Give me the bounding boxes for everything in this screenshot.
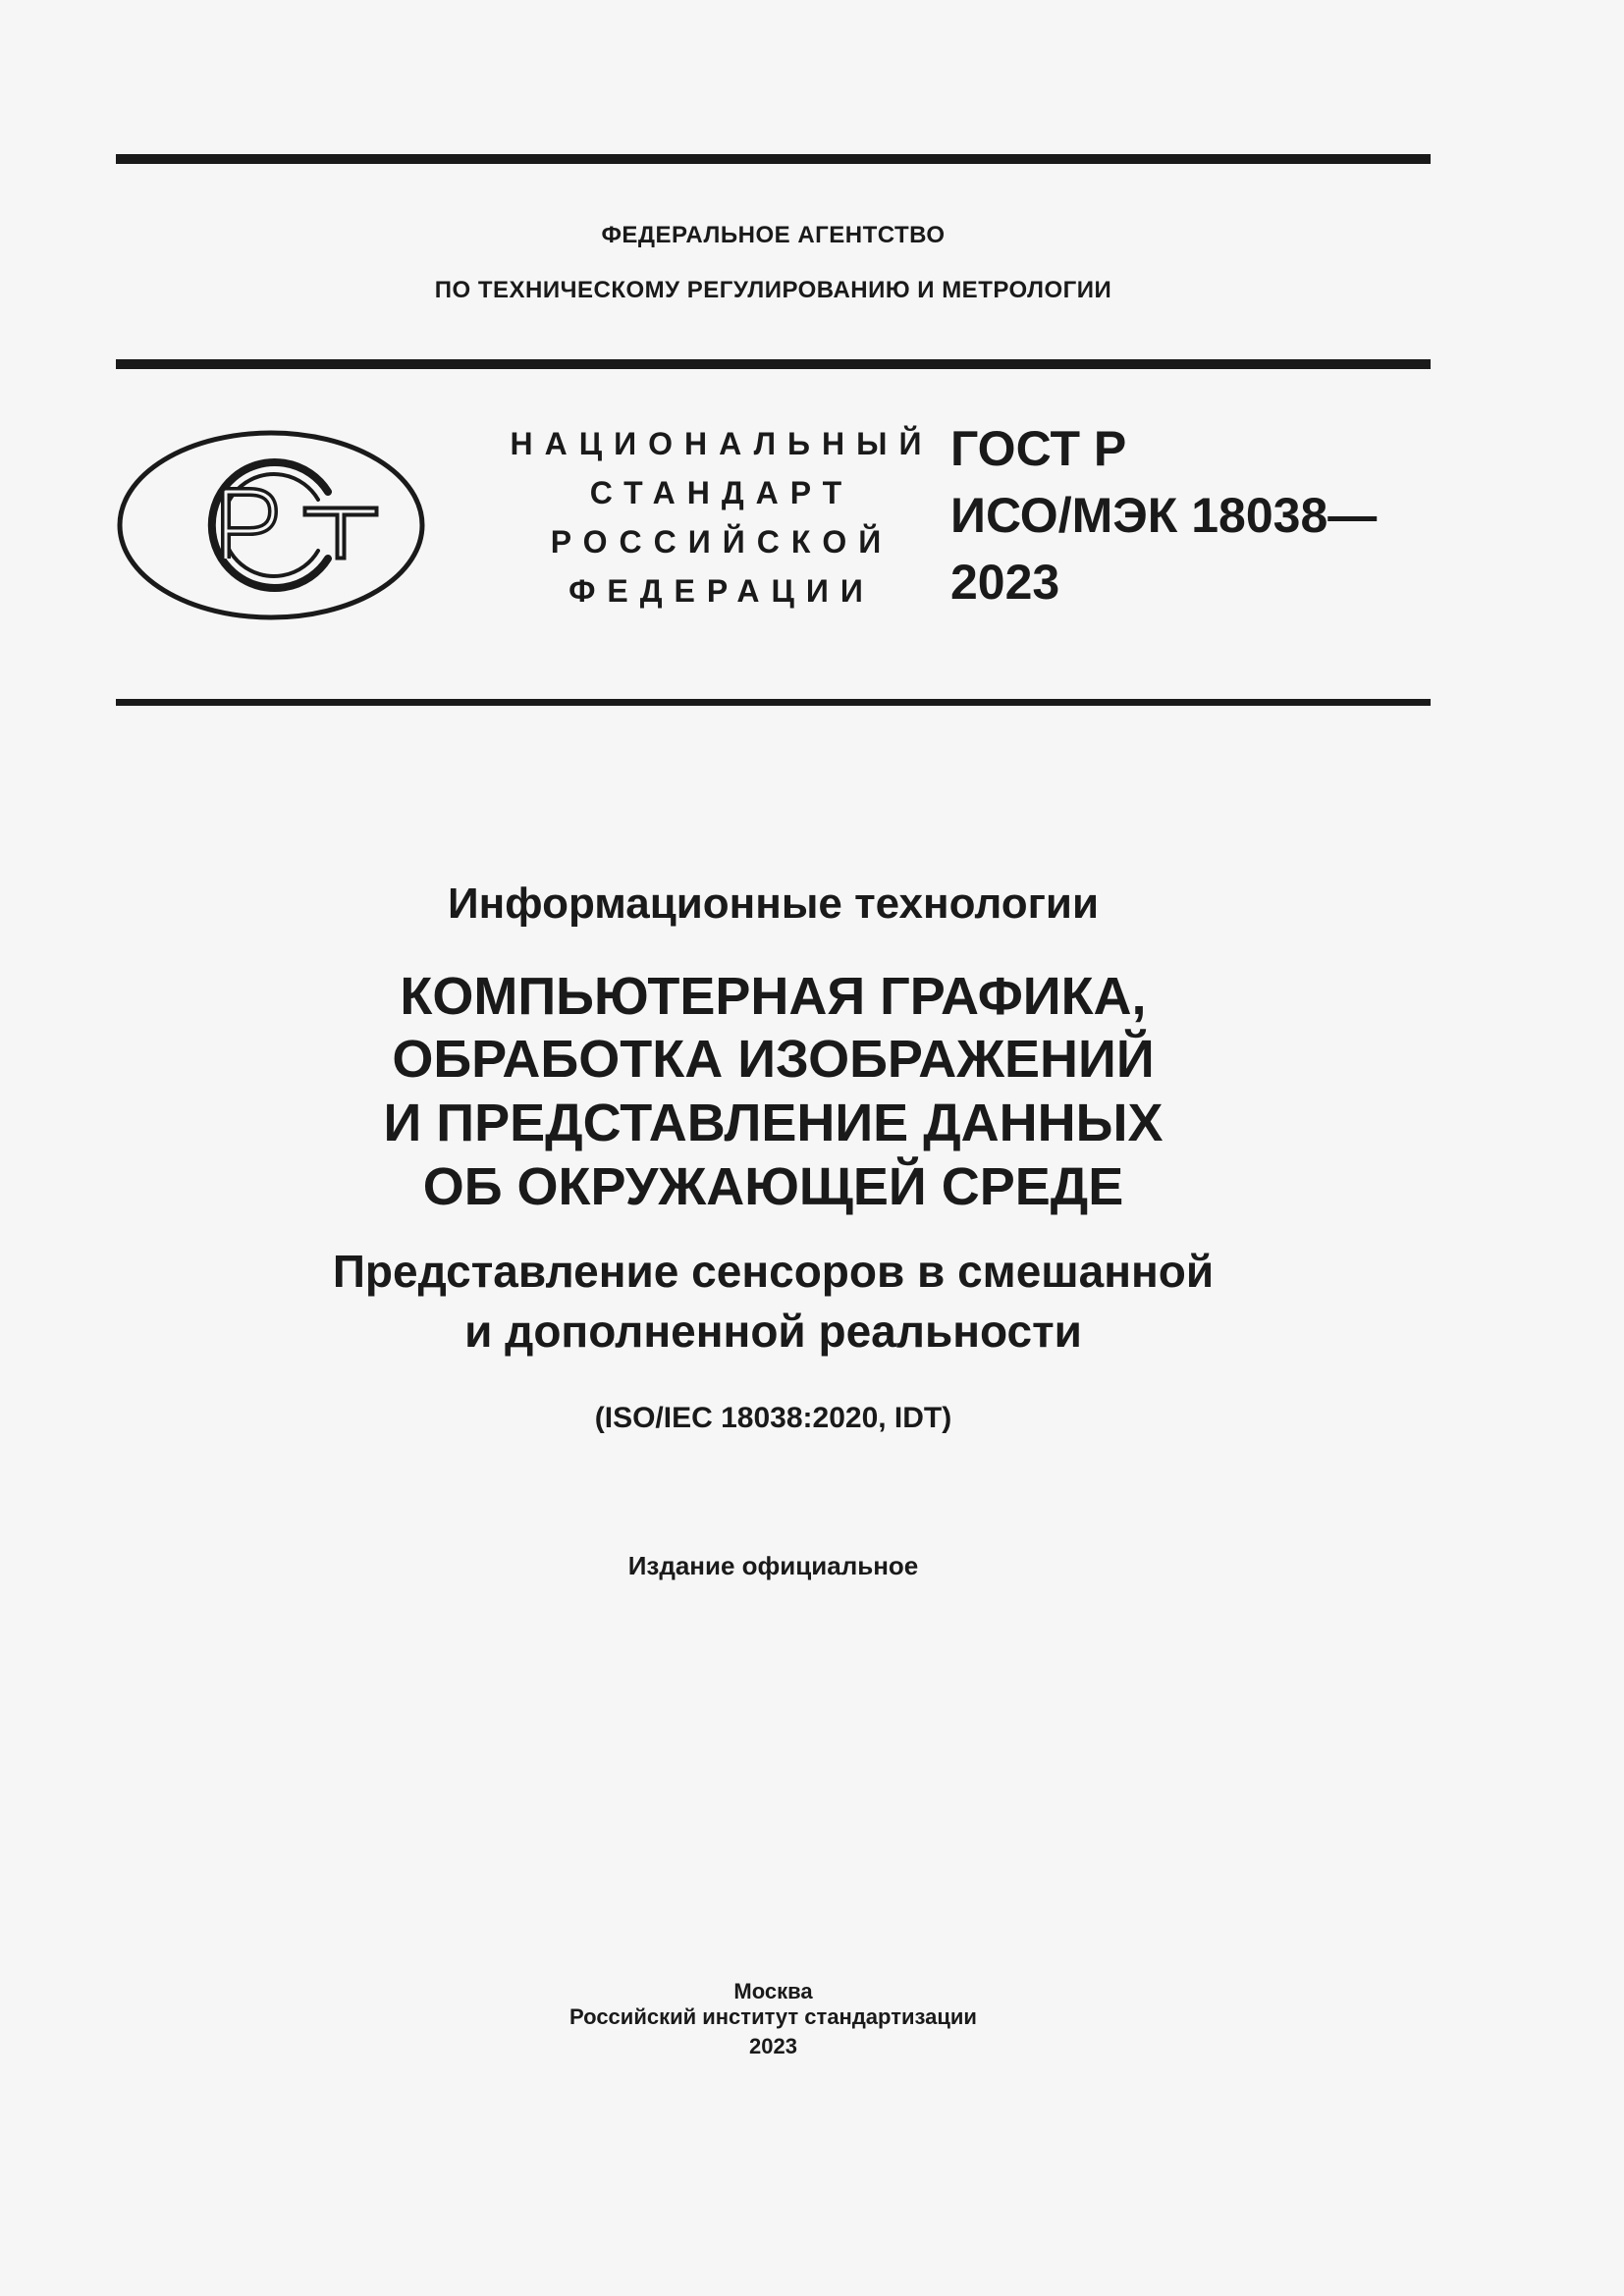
rst-certification-mark-icon: [116, 429, 426, 621]
header-middle-rule: [116, 359, 1431, 369]
header-bottom-rule: [116, 699, 1431, 706]
agency-name-line-1: ФЕДЕРАЛЬНОЕ АГЕНТСТВО: [601, 222, 946, 248]
document-title-line-1: КОМПЬЮТЕРНАЯ ГРАФИКА,: [400, 967, 1147, 1026]
footer-city: Москва: [733, 1979, 813, 2003]
national-standard-line-1: НАЦИОНАЛЬНЫЙ: [510, 426, 934, 461]
standard-code-line-2: ИСО/МЭК 18038—: [950, 488, 1378, 543]
national-standard-line-2: СТАНДАРТ: [589, 475, 854, 510]
standard-code-line-1: ГОСТ Р: [950, 421, 1127, 476]
iso-reference: (ISO/IEC 18038:2020, IDT): [594, 1402, 952, 1434]
document-title-line-2: ОБРАБОТКА ИЗОБРАЖЕНИЙ: [392, 1030, 1155, 1089]
agency-name-line-2: ПО ТЕХНИЧЕСКОМУ РЕГУЛИРОВАНИЮ И МЕТРОЛОГИИ: [434, 277, 1112, 303]
national-standard-line-3: РОССИЙСКОЙ: [550, 524, 893, 560]
standard-code-line-3: 2023: [950, 555, 1060, 610]
header-top-rule: [116, 154, 1431, 164]
document-title-line-4: ОБ ОКРУЖАЮЩЕЙ СРЕДЕ: [422, 1157, 1124, 1216]
footer-organization: Российский институт стандартизации: [569, 2004, 977, 2029]
footer-year: 2023: [749, 2034, 797, 2058]
document-subtitle-line-2: и дополненной реальности: [464, 1306, 1082, 1357]
document-category: Информационные технологии: [447, 880, 1100, 928]
document-title-line-3: И ПРЕДСТАВЛЕНИЕ ДАННЫХ: [383, 1094, 1164, 1152]
national-standard-line-4: ФЕДЕРАЦИИ: [568, 573, 875, 609]
document-subtitle-line-1: Представление сенсоров в смешанной: [332, 1246, 1215, 1297]
edition-note: Издание официальное: [627, 1551, 919, 1580]
